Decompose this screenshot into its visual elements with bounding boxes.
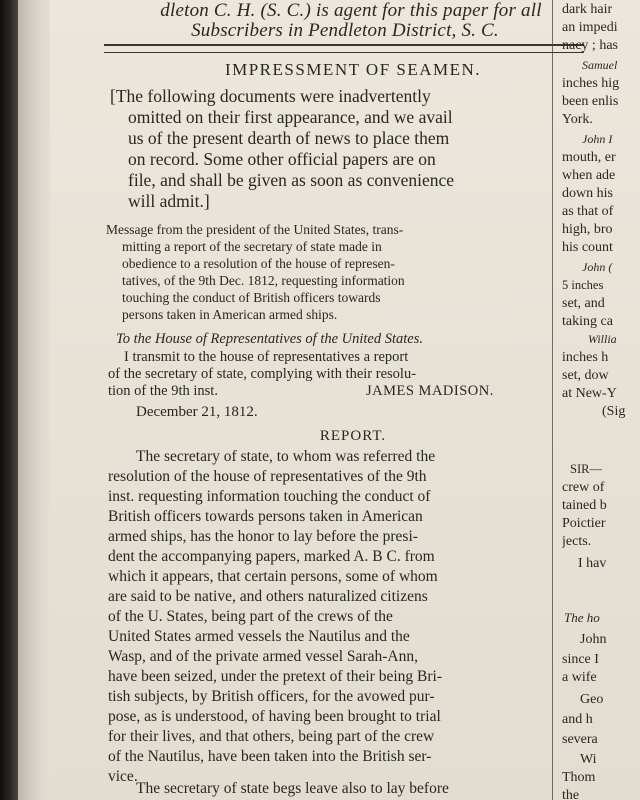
intro-line: omitted on their first appearance, and we avail <box>128 107 453 127</box>
transmit-line: I transmit to the house of representatives a report <box>124 349 409 365</box>
adjacent-line: (Sig <box>602 404 626 419</box>
intro-line: [The following documents were inadvertently <box>110 86 431 106</box>
adjacent-line: 5 inches <box>562 278 604 292</box>
adjacent-line: set, and <box>562 296 605 311</box>
adjacent-line: dark hair <box>562 2 613 17</box>
adjacent-line: Samuel <box>582 58 618 72</box>
adjacent-line: The ho <box>564 610 600 625</box>
article-headline: IMPRESSMENT OF SEAMEN. <box>224 60 482 79</box>
adjacent-line: tained b <box>562 498 607 513</box>
message-line: Message from the president of the United States, trans- <box>106 222 404 237</box>
report-line: have been seized, under the pretext of their being Bri- <box>108 668 442 685</box>
adjacent-line: Geo <box>580 692 604 707</box>
agent-notice-line-2: Subscribers in Pendleton District, S. C. <box>191 20 499 41</box>
adjacent-line: crew of <box>562 480 605 495</box>
newspaper-page <box>50 0 640 800</box>
adjacent-line: an impedi <box>562 20 618 35</box>
report-line: which it appears, that certain persons, some of whom <box>108 568 438 585</box>
adjacent-line: his count <box>562 240 613 255</box>
adjacent-line: inches h <box>562 350 609 365</box>
report-line: pose, as is understood, of having been brought to trial <box>108 708 441 725</box>
adjacent-line: Wi <box>580 752 597 767</box>
intro-line: on record. Some other official papers are on <box>128 149 436 169</box>
adjacent-line: Poictier <box>562 516 606 531</box>
adjacent-line: a wife <box>562 670 597 685</box>
dateline: December 21, 1812. <box>136 404 258 420</box>
adjacent-line: mouth, er <box>562 150 616 165</box>
adjacent-line: been enlis <box>562 94 619 109</box>
message-line: touching the conduct of British officers towards <box>122 290 381 305</box>
agent-notice-line-1: dleton C. H. (S. C.) is agent for this paper for all <box>160 0 542 21</box>
message-line: tatives, of the 9th Dec. 1812, requesting information <box>122 273 405 288</box>
adjacent-line: SIR— <box>570 462 602 476</box>
address-line: To the House of Representatives of the United States. <box>116 331 424 347</box>
intro-line: us of the present dearth of news to place them <box>128 128 450 148</box>
adjacent-line: high, bro <box>562 222 613 237</box>
adjacent-line: jects. <box>562 534 592 549</box>
report-line: for their lives, and that others, being part of the crew <box>108 728 435 745</box>
adjacent-line: when ade <box>562 168 616 183</box>
report-line: inst. requesting information touching the conduct of <box>108 488 431 505</box>
report-line: Wasp, and of the private armed vessel Sarah-Ann, <box>108 648 418 665</box>
message-line: persons taken in American armed ships. <box>122 307 338 322</box>
adjacent-line: John ( <box>582 260 613 274</box>
report-line: vice. <box>108 768 138 785</box>
adjacent-line: down his <box>562 186 613 201</box>
binding-shadow <box>0 0 18 800</box>
adjacent-line: at New-Y <box>562 386 617 401</box>
intro-line: will admit.] <box>128 191 210 211</box>
adjacent-line: York. <box>562 112 593 127</box>
transmit-line: of the secretary of state, complying with their resolu- <box>108 366 417 382</box>
report-line: dent the accompanying papers, marked A. B C. from <box>108 548 435 565</box>
report-line: tish subjects, by British officers, for the avowed pur- <box>108 688 435 705</box>
report-line: The secretary of state begs leave also to lay before <box>136 780 449 797</box>
adjacent-line: taking ca <box>562 314 613 329</box>
adjacent-line: Thom <box>562 770 596 785</box>
adjacent-line: since I <box>562 652 599 667</box>
column-rule <box>104 44 584 53</box>
column-divider <box>552 0 553 800</box>
report-heading: REPORT. <box>319 428 387 444</box>
adjacent-line: nacy ; has <box>562 38 618 53</box>
report-line: of the Nautilus, have been taken into the British ser- <box>108 748 432 765</box>
transmit-line: tion of the 9th inst. <box>108 383 218 399</box>
message-line: mitting a report of the secretary of state made in <box>122 239 382 254</box>
message-line: obedience to a resolution of the house of represen- <box>122 256 395 271</box>
adjacent-line: as that of <box>562 204 614 219</box>
adjacent-line: inches hig <box>562 76 620 91</box>
adjacent-line: John I <box>582 132 613 146</box>
report-line: armed ships, has the honor to lay before the presi- <box>108 528 418 545</box>
adjacent-line: Willia <box>588 332 617 346</box>
page-gutter <box>18 0 51 800</box>
adjacent-line: John <box>580 632 607 647</box>
adjacent-line: and h <box>562 712 593 727</box>
adjacent-line: set, dow <box>562 368 609 383</box>
adjacent-line: the <box>562 788 580 800</box>
intro-line: file, and shall be given as soon as convenience <box>128 170 455 190</box>
report-line: The secretary of state, to whom was referred the <box>136 448 436 465</box>
report-line: resolution of the house of representatives of the 9th <box>108 468 427 485</box>
adjacent-line: severa <box>562 732 598 747</box>
report-line: United States armed vessels the Nautilus and the <box>108 628 410 645</box>
adjacent-line: I hav <box>578 556 607 571</box>
report-line: are said to be native, and others naturalized citizens <box>108 588 428 605</box>
signature: JAMES MADISON. <box>366 383 494 399</box>
report-line: British officers towards persons taken in American <box>108 508 423 525</box>
report-line: of the U. States, being part of the crews of the <box>108 608 393 625</box>
adjacent-column <box>558 0 640 800</box>
